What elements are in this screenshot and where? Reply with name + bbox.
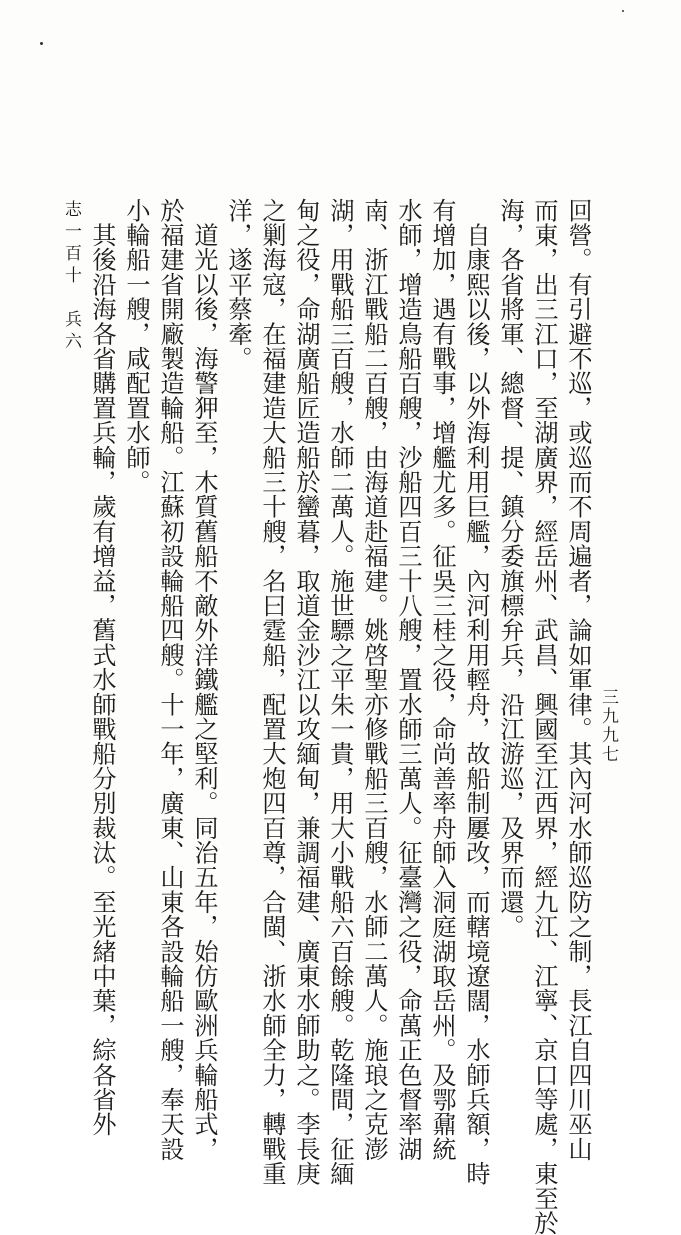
text-column-10: 之剿海寇，在福建造大船三十艘，名曰霆船，配置大炮四百尊，合閩、浙水師全力，轉戰重 (258, 198, 286, 1186)
text-column-4: 自康熙以後，以外海利用巨艦，內河利用輕舟，故船制屢改，而轄境遼闊，水師兵額，時 (462, 198, 490, 1186)
text-column-13: 於福建省開廠製造輪船。江蘇初設輪船四艘。十一年，廣東、山東各設輪船一艘，奉天設 (156, 198, 184, 1162)
text-column-12: 道光以後，海警狎至，木質舊船不敵外洋鐵艦之堅利。同治五年，始仿歐洲兵輪船式， (190, 198, 218, 1162)
text-column-14: 小輪船一艘，咸配置水師。 (122, 198, 150, 495)
text-column-7: 南、浙江戰船二百艘，由海道赴福建。姚啓聖亦修戰船三百艘，水師二萬人。施琅之克澎 (360, 198, 388, 1162)
scan-speck (622, 10, 624, 12)
page-number: 三九九七 (598, 688, 618, 764)
text-column-8: 湖，用戰船三百艘，水師二萬人。施世驃之平朱一貴，用大小戰船六百餘艘。乾隆間，征緬 (326, 198, 354, 1186)
text-column-3: 海，各省將軍、總督、提、鎮分委旗標弁兵，沿江游巡，及界而還。 (496, 198, 524, 939)
text-column-5: 有增加，遇有戰事，增艦尤多。征吳三桂之役，命尚善率舟師入洞庭湖取岳州。及鄂鼐統 (428, 198, 456, 1162)
scan-speck (40, 42, 43, 45)
text-column-9: 甸之役，命湖廣船匠造船於蠻暮，取道金沙江以攻緬甸，兼調福建、廣東水師助之。李長庚 (292, 198, 320, 1186)
text-column-6: 水師，增造鳥船百艘，沙船四百三十八艘，置水師三萬人。征臺灣之役，命萬正色督率湖 (394, 198, 422, 1162)
text-column-2: 而東，出三江口，至湖廣界，經岳州、武昌、興國至江西界，經九江、江寧、京口等處，東至於 (530, 198, 558, 1235)
running-header: 志一百十 兵六 (61, 200, 81, 354)
text-column-15: 其後沿海各省購置兵輪，歲有增益，舊式水師戰船分別裁汰。至光緒中葉，綜各省外 (88, 198, 116, 1137)
text-column-11: 洋，遂平蔡牽。 (224, 198, 252, 371)
text-column-1: 回營。有引避不巡，或巡而不周遍者，論如軍律。其內河水師巡防之制，長江自四川巫山 (564, 198, 592, 1162)
